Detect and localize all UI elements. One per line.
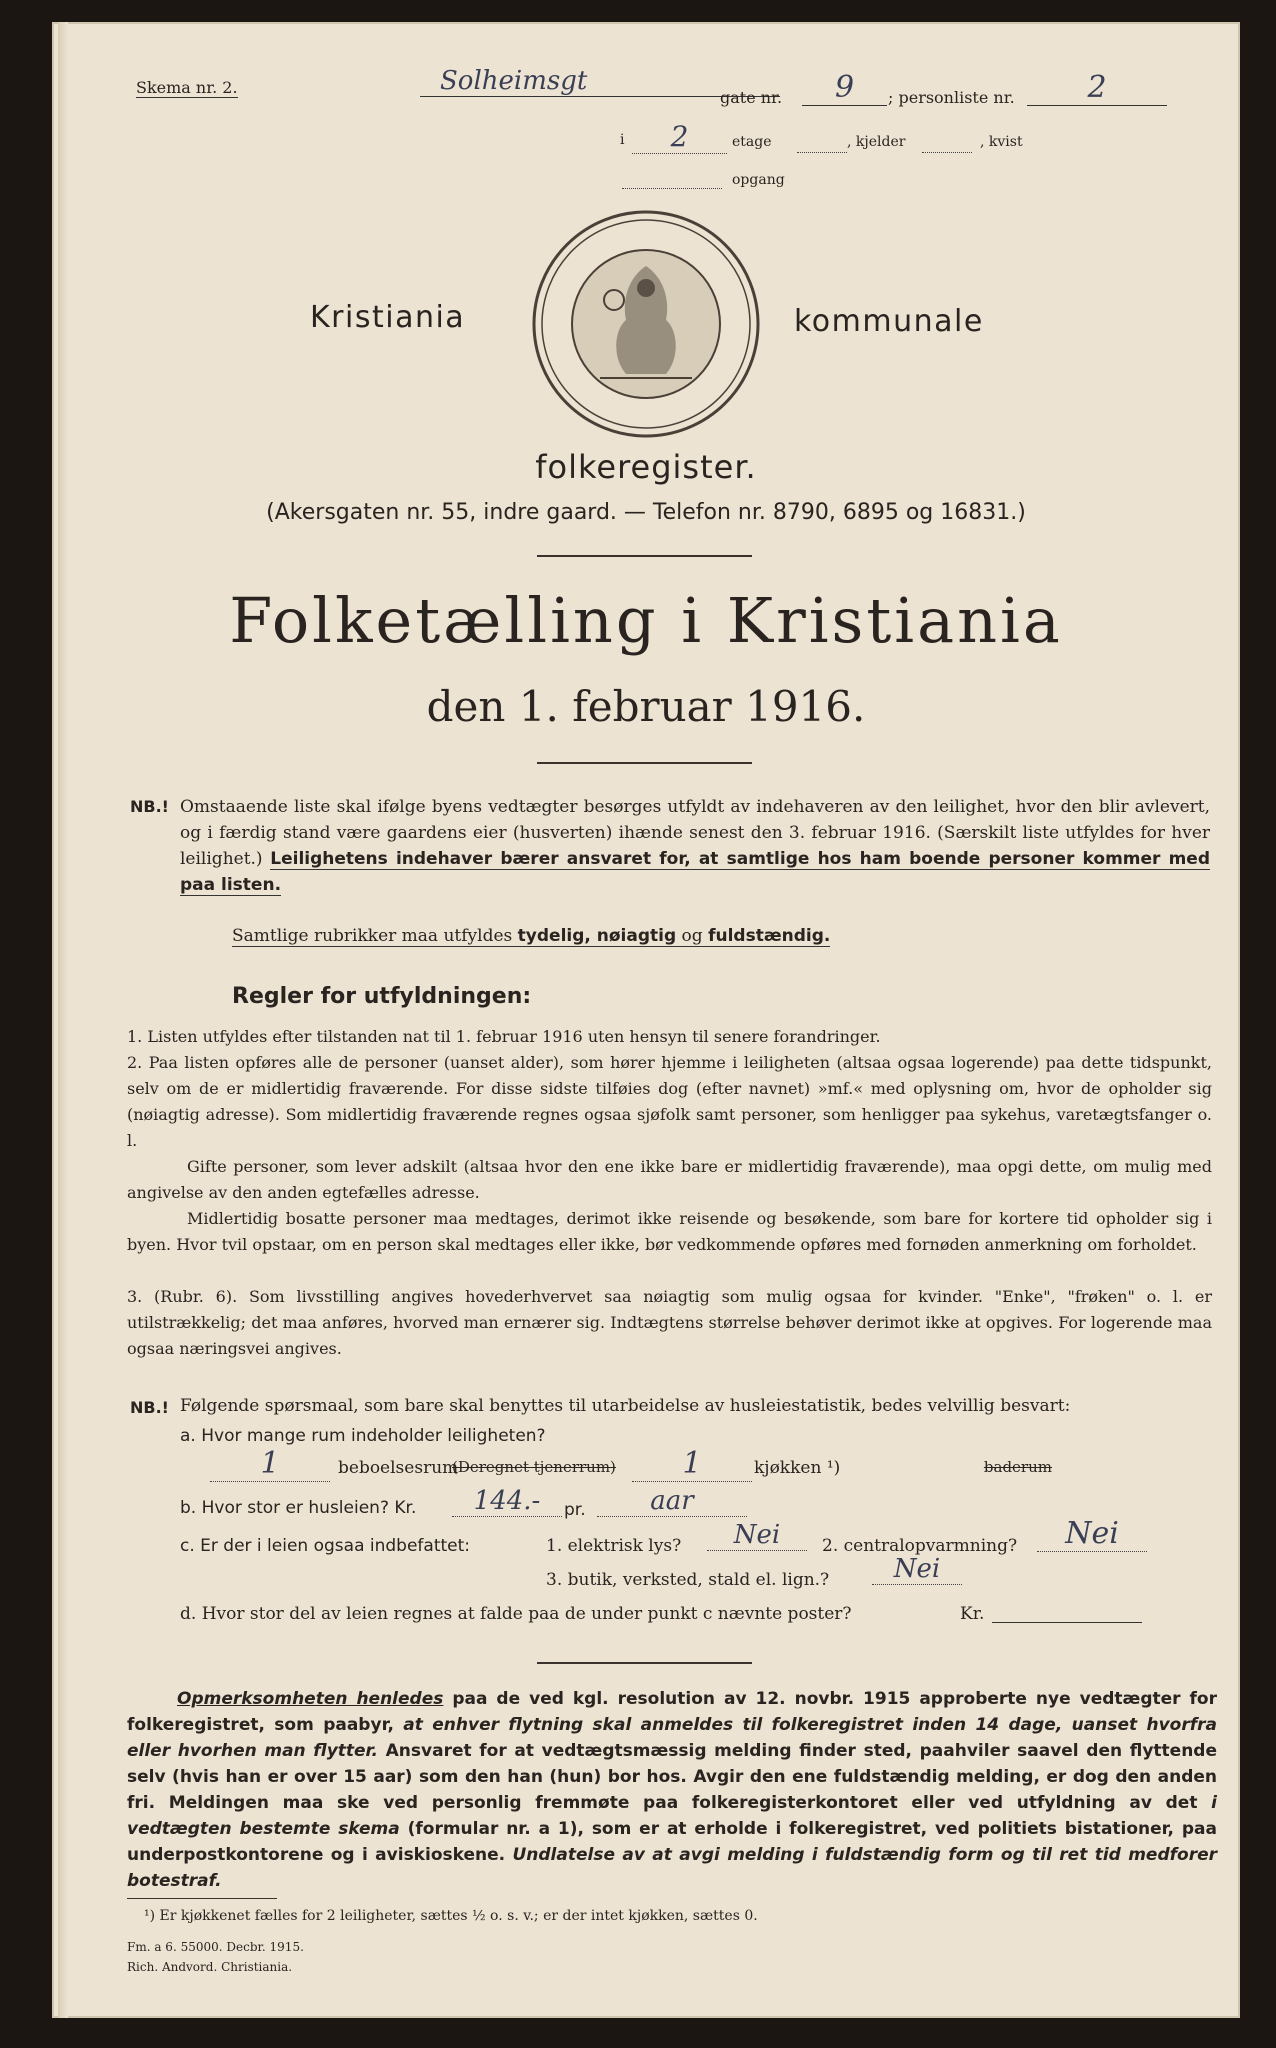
seal-emblem-icon [530, 208, 762, 440]
person-label: ; personliste nr. [888, 88, 1015, 107]
institution-name: folkeregister. [535, 448, 757, 486]
nb1-bold2: tydelig, nøiagtig [517, 926, 677, 946]
c3-value: Nei [872, 1554, 962, 1585]
rent-period: aar [597, 1486, 747, 1517]
notice-paragraph [127, 1686, 1217, 1894]
nb2-intro: Følgende spørsmaal, som bare skal benyttes til utarbeidelse av husleiestatistik, bedes velvillig besvart: [180, 1396, 1071, 1416]
gate-value: 9 [802, 70, 887, 106]
notice-italic1: at enhver flytning skal anmeldes til folkeregistret inden 14 dage, uanset hvorfra eller hvorhen man flytter. [127, 1715, 1217, 1761]
etage-value: 2 [632, 120, 727, 154]
rule-2-bosatte: Midlertidig bosatte personer maa medtages, derimot ikke reisende og besøkende, som bare for kortere tid opholder sig i byen. Hvor tvil opstaar, om en person skal medtages eller ikke, bør vedkommende opføres med fornøden anmerkning om forholdet. [127, 1209, 1212, 1254]
street-value: Solheimsgt [420, 66, 780, 97]
opgang-field [622, 188, 722, 189]
kitchen-label: kjøkken ¹) [754, 1458, 841, 1478]
question-a: a. Hvor mange rum indeholder leiligheten? [180, 1426, 546, 1446]
nb1-og: og [681, 926, 703, 946]
notice-text3: (formular nr. a 1), som er at erholde i folkeregistret, ved politiets bistationer, paa underpostkontorene og i aviskioskene. [127, 1819, 1217, 1865]
person-value: 2 [1027, 70, 1167, 106]
nb2-label: NB.! [130, 1398, 169, 1417]
bathroom-struck: baderum [983, 1458, 1052, 1476]
city-seal [530, 208, 762, 440]
etage-label: etage [732, 134, 772, 150]
notice-italic2: i vedtægten bestemte skema [127, 1793, 1217, 1839]
c3-label: 3. butik, verksted, stald el. lign.? [546, 1570, 830, 1590]
imprint-2: Rich. Andvord. Christiania. [127, 1960, 293, 1974]
d-kr: Kr. [960, 1604, 985, 1624]
census-date: den 1. februar 1916. [426, 682, 866, 731]
divider [537, 555, 752, 557]
census-form-sheet [52, 22, 1240, 2018]
kvist-field [922, 152, 972, 153]
c1-label: 1. elektrisk lys? [546, 1536, 682, 1556]
nb1-paragraph [180, 794, 1210, 898]
c2-label: 2. centralopvarmning? [822, 1536, 1018, 1556]
d-field [992, 1622, 1142, 1623]
rule-3: 3. (Rubr. 6). Som livsstilling angives hovederhvervet saa nøiagtig som mulig ogsaa for kvinder. "Enke", "frøken" o. l. er utilstrækkelig; det maa anføres, hvorved man ernærer sig. Indtægtens størrelse behøver derimot ikke at opgives. For logerende maa ogsaa næringsvei angives. [127, 1287, 1212, 1358]
skema-label: Skema nr. 2. [136, 78, 238, 97]
nb1-bold: Leilighetens indehaver bærer ansvaret for, at samtlige hos ham boende personer kommer med paa listen. [180, 849, 1211, 895]
question-d: d. Hvor stor del av leien regnes at falde paa de under punkt c nævnte poster? [180, 1604, 852, 1624]
imprint-1: Fm. a 6. 55000. Decbr. 1915. [127, 1940, 304, 1954]
nb1-text: Omstaaende liste skal ifølge byens vedtægter besørges utfyldt av indehaveren av den leilighet, hvor den blir avlevert, og i færdig stand være gaardens eier (husverten) ihænde senest den 3. februar 1916. (Særskilt liste utfyldes for hver leilighet.) [180, 797, 1210, 869]
rooms-label: beboelsesrum [338, 1458, 459, 1478]
rule-2-gifte: Gifte personer, som lever adskilt (altsaa hvor den ene ikke bare er midlertidig fraværende), maa opgi dette, om mulig med angivelse av den anden egtefælles adresse. [127, 1157, 1212, 1202]
gate-label: gate nr. [720, 88, 783, 107]
institution-left: Kristiania [310, 300, 466, 335]
institution-right: kommunale [794, 304, 984, 339]
opgang-label: opgang [732, 172, 785, 188]
institution-address: (Akersgaten nr. 55, indre gaard. — Telefon nr. 8790, 6895 og 16831.) [266, 500, 1026, 525]
kjelder-field [797, 152, 847, 153]
c2-value: Nei [1037, 1516, 1147, 1552]
nb1-line2 [232, 926, 830, 947]
i-label: i [620, 132, 625, 148]
divider [537, 762, 752, 764]
rule-1: 1. Listen utfyldes efter tilstanden nat til 1. februar 1916 uten hensyn til senere forandringer. [127, 1027, 881, 1046]
rule-2: 2. Paa listen opføres alle de personer (uanset alder), som hører hjemme i leiligheten (altsaa ogsaa logerende) paa dette tidspunkt, selv om de er midlertidig fraværende. For disse sidste tilføies dog (efter navnet) »mf.« med oplysning om, hvor de opholder sig (nøiagtig adresse). Som midlertidig fraværende regnes ogsaa sjøfolk samt personer, som henligger paa sykehus, varetægtsfanger o. l. [127, 1053, 1212, 1150]
footnote: ¹) Er kjøkkenet fælles for 2 leiligheter, sættes ½ o. s. v.; er der intet kjøkken, sættes 0. [144, 1908, 758, 1924]
nb1-text2: Samtlige rubrikker maa utfyldes [232, 926, 513, 946]
nb1-bold3: fuldstændig. [708, 926, 831, 946]
rent-value: 144.- [452, 1486, 562, 1517]
notice-italic3: Undlatelse av at avgi melding i fuldstændig form og til ret tid medforer botestraf. [127, 1845, 1218, 1891]
kjelder-label: , kjelder [847, 134, 906, 150]
servant-rooms-struck: (Deregnet tjenerrum) [452, 1458, 616, 1476]
page-title: Folketælling i Kristiania [229, 584, 1063, 657]
divider [537, 1662, 752, 1664]
question-b: b. Hvor stor er husleien? Kr. [180, 1498, 417, 1518]
footnote-rule [127, 1898, 277, 1899]
c1-value: Nei [707, 1520, 807, 1551]
kitchen-value: 1 [632, 1446, 752, 1482]
notice-lead: Opmerksomheten henledes [177, 1689, 444, 1709]
kvist-label: , kvist [980, 134, 1023, 150]
rules-heading: Regler for utfyldningen: [232, 984, 532, 1009]
page-crease [58, 22, 68, 2018]
rent-pr: pr. [564, 1500, 586, 1520]
question-c: c. Er der i leien ogsaa indbefattet: [180, 1536, 471, 1556]
nb1-label: NB.! [130, 797, 169, 816]
rooms-value: 1 [210, 1446, 330, 1482]
notice-text: paa de ved kgl. resolution av 12. novbr. 1915 approberte nye vedtægter for folkeregistret, som paabyr, [127, 1689, 1217, 1735]
notice-text2: Ansvaret for at vedtægtsmæssig melding finder sted, paahviler saavel den flyttende selv (hvis han er over 15 aar) som den han (hun) bor hos. Avgir den ene fuldstændig melding, er dog den anden fri. Meldingen maa ske ved personlig fremmøte paa folkeregisterkontoret eller ved utfyldning av det [127, 1741, 1217, 1813]
